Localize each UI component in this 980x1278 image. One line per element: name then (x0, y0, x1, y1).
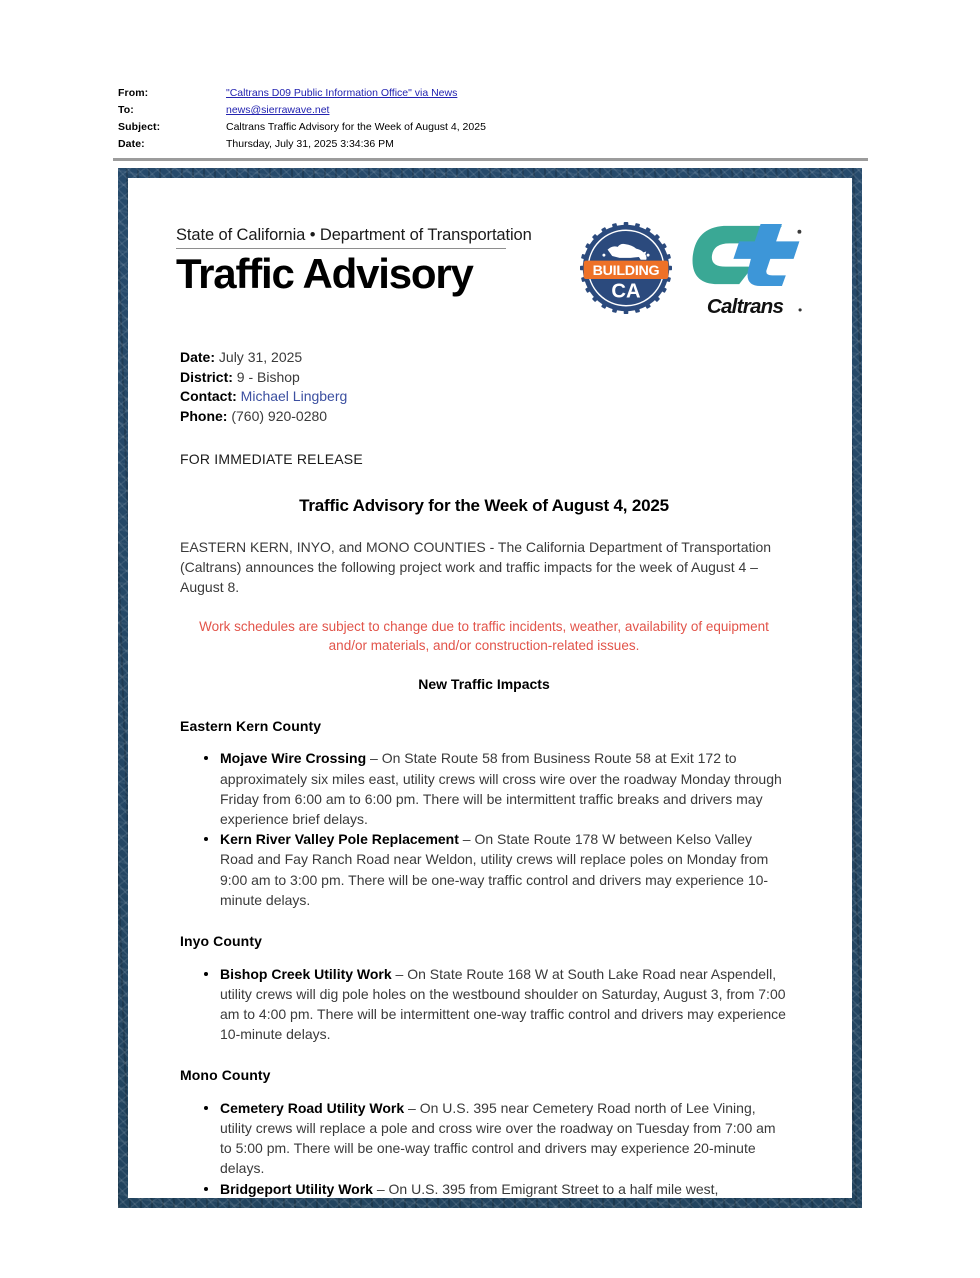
header-divider (113, 158, 868, 161)
email-label-to: To: (118, 104, 134, 116)
list-item (218, 964, 788, 1045)
email-header-row-date (118, 137, 878, 152)
state-department-line: State of California • Department of Transportation (176, 226, 532, 244)
document-border-frame (118, 168, 862, 1208)
impact-title: Bridgeport Utility Work (220, 1180, 373, 1197)
advisory-body (162, 318, 818, 1198)
email-label-from: From: (118, 87, 149, 99)
email-value-to[interactable]: news@sierrawave.net (226, 104, 330, 116)
impact-body: – On State Route 178 W between Kelso Valley Road and Fay Ranch Road near Weldon, utility crews will replace poles on Monday from 9:00 am to 3:00 pm. There will be one-way traffic control and drivers may experience 10-minute delays. (220, 831, 769, 908)
masthead-text (176, 218, 532, 298)
badge-line2: CA (611, 280, 641, 303)
list-item (218, 748, 788, 829)
masthead-title: Traffic Advisory (176, 250, 473, 297)
email-value-from[interactable]: "Caltrans D09 Public Information Office" via News (226, 87, 458, 99)
impact-list-inyo (180, 964, 788, 1045)
impact-body: – On State Route 58 from Business Route 58 at Exit 172 to approximately six miles east, utility crews will cross wire over the roadway Monday through Friday from 6:00 am to 6:00 pm. There will be intermittent traffic breaks and drivers may experience brief delays. (220, 750, 782, 827)
masthead (162, 204, 818, 318)
list-item (218, 1179, 788, 1198)
email-header-row-from (118, 86, 878, 101)
new-traffic-impacts-heading: New Traffic Impacts (418, 676, 550, 693)
email-header-row-to (118, 103, 878, 118)
building-ca-badge-icon (580, 222, 672, 314)
county-heading-mono: Mono County (180, 1067, 271, 1084)
meta-district-label: District: (180, 368, 233, 385)
impact-list-eastern-kern (180, 748, 788, 910)
meta-contact-value[interactable]: Michael Lingberg (240, 388, 348, 405)
masthead-rule (176, 248, 506, 249)
meta-phone (180, 407, 788, 427)
meta-phone-label: Phone: (180, 407, 228, 424)
advisory-intro: EASTERN KERN, INYO, and MONO COUNTIES - The California Department of Transportation (Caltrans) announces the following project work and traffic impacts for the week of August 4 – August 8. (180, 539, 772, 596)
meta-phone-value: (760) 920-0280 (231, 407, 328, 424)
meta-date-label: Date: (180, 349, 216, 365)
list-item (218, 829, 788, 910)
impact-title: Mojave Wire Crossing (220, 750, 367, 767)
county-heading-inyo: Inyo County (180, 933, 262, 949)
schedule-change-warning: Work schedules are subject to change due to traffic incidents, weather, availability of equipment and/or materials, and/or construction-related issues. (199, 619, 769, 654)
impact-title: Kern River Valley Pole Replacement (220, 831, 459, 848)
email-header (118, 86, 878, 154)
advisory-title: Traffic Advisory for the Week of August 4, 2025 (299, 495, 669, 515)
impact-list-mono (180, 1098, 788, 1198)
caltrans-wordmark (688, 292, 806, 318)
meta-district (180, 368, 788, 388)
caltrans-ct-mark-icon (688, 222, 806, 288)
impact-title: Cemetery Road Utility Work (220, 1099, 405, 1116)
county-heading-eastern-kern: Eastern Kern County (180, 717, 322, 734)
email-label-subject: Subject: (118, 121, 161, 133)
caltrans-wordmark-text: Caltrans (706, 294, 784, 318)
meta-contact-label: Contact: (180, 388, 237, 405)
meta-contact (180, 387, 788, 407)
email-header-row-subject (118, 120, 878, 135)
meta-date-value: July 31, 2025 (218, 349, 303, 365)
caltrans-logo (688, 222, 808, 318)
list-item (218, 1098, 788, 1179)
email-value-date: Thursday, July 31, 2025 3:34:36 PM (226, 138, 394, 150)
impact-body: – On U.S. 395 near Cemetery Road north of Lee Vining, utility crews will replace a pole and cross wire over the roadway on Tuesday from 7:00 am to 5:00 pm. There will be one-way traffic control and drivers may experience 20-minute delays. (220, 1099, 776, 1177)
immediate-release-notice: FOR IMMEDIATE RELEASE (180, 451, 363, 468)
document-page (128, 178, 852, 1198)
badge-line1: BUILDING (592, 262, 660, 279)
meta-date (180, 348, 788, 368)
impact-body: – On State Route 168 W at South Lake Road near Aspendell, utility crews will dig pole holes on the westbound shoulder on Saturday, August 3, from 7:00 am to 4:00 pm. There will be intermittent one-way traffic control and drivers may experience 10-minute delays. (220, 965, 786, 1043)
impact-body: – On U.S. 395 from Emigrant Street to a half mile west, (372, 1180, 719, 1197)
email-label-date: Date: (118, 138, 145, 150)
email-value-subject: Caltrans Traffic Advisory for the Week of August 4, 2025 (226, 121, 486, 133)
masthead-logos (580, 218, 818, 318)
meta-district-value: 9 - Bishop (236, 368, 300, 385)
impact-title: Bishop Creek Utility Work (220, 965, 392, 982)
